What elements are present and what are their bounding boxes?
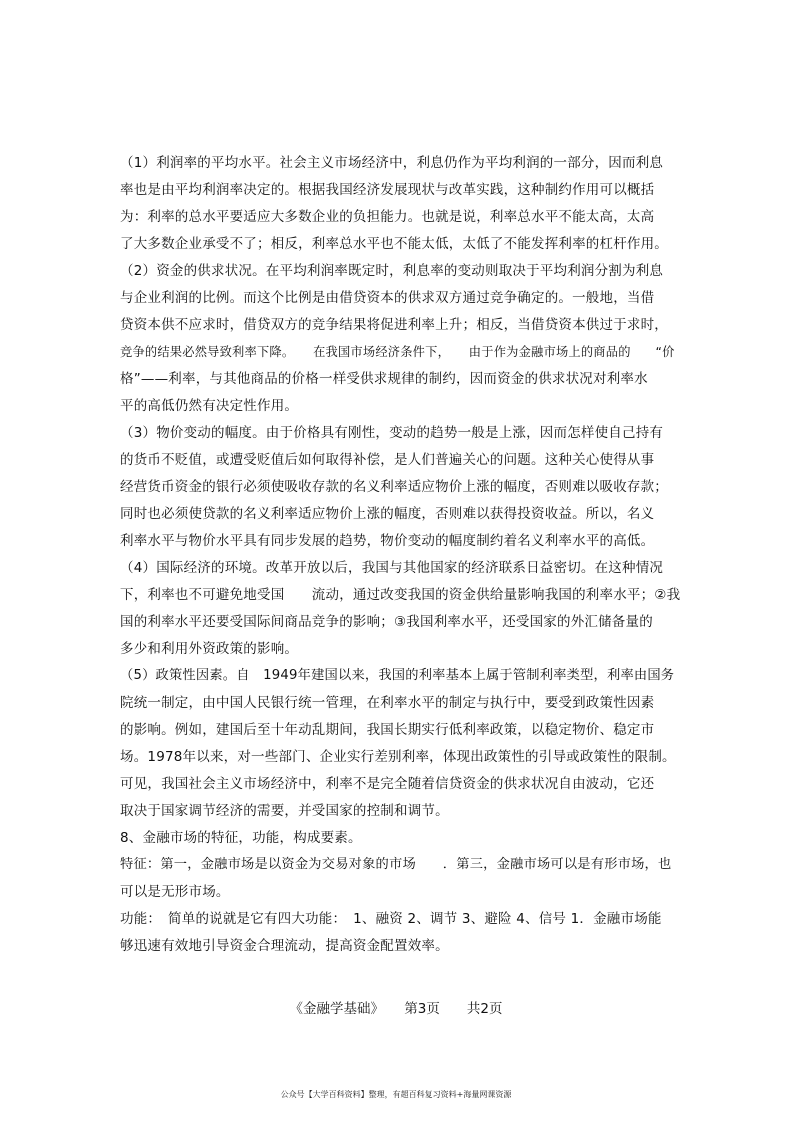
section-heading: 8、金融市场的特征，功能，构成要素。: [120, 830, 362, 846]
text-line: 够迅速有效地引导资金合理流动，提高资金配置效率。: [120, 938, 449, 954]
text-line: 同时也必须使贷款的名义利率适应物价上涨的幅度，否则难以获得投资收益。所以，名义: [120, 506, 655, 522]
text-line: 为：利率的总水平要适应大多数企业的负担能力。也就是说，利率总水平不能太高，太高: [120, 209, 655, 225]
text-line: 可见，我国社会主义市场经济中，利率不是完全随着信贷资金的供求状况自由波动，它还: [120, 776, 655, 792]
text-line: 院统一制定，由中国人民银行统一管理，在利率水平的制定与执行中，要受到政策性因素: [120, 695, 655, 711]
text-line: 了大多数企业承受不了；相反，利率总水平也不能太低，太低了不能发挥利率的杠杆作用。: [120, 236, 668, 252]
text-line: 取决于国家调节经济的需要，并受国家的控制和调节。: [120, 803, 449, 819]
text-line: （5）政策性因素。自 1949年建国以来，我国的利率基本上属于管制利率类型，利率由国务: [120, 668, 675, 683]
text-line: 特征：第一，金融市场是以资金为交易对象的市场 ．第三，金融市场可以是有形市场，也: [120, 857, 672, 872]
text-line: 多少和利用外资政策的影响。: [120, 641, 299, 657]
text-line: 贷资本供不应求时，借贷双方的竞争结果将促进利率上升；相反，当借贷资本供过于求时，: [120, 317, 668, 333]
text-line: 经营货币资金的银行必须使吸收存款的名义利率适应物价上涨的幅度，否则难以吸收存款；: [120, 479, 668, 495]
text-line: 平的高低仍然有决定性作用。: [120, 398, 299, 414]
text-line: 与企业利润的比例。而这个比例是由借贷资本的供求双方通过竞争确定的。一般地，当借: [120, 290, 655, 306]
text-line: 格”——利率，与其他商品的价格一样受供求规律的制约，因而资金的供求状况对利率水: [120, 371, 648, 387]
page-footer: 《金融学基础》 第3页 共2页: [289, 1001, 503, 1017]
text-line: 的货币不贬值，或遭受贬值后如何取得补偿，是人们普遍关心的问题。这种关心使得从事: [120, 452, 655, 468]
text-line: （2）资金的供求状况。在平均利润率既定时，利息率的变动则取决于平均利润分割为利息: [120, 263, 664, 279]
text-line: 下，利率也不可避免地受国 流动，通过改变我国的资金供给量影响我国的利率水平；②我: [120, 587, 681, 603]
text-line: 率也是由平均利润率决定的。根据我国经济发展现状与改革实践，这种制约作用可以概括: [120, 182, 655, 198]
text-line: （3）物价变动的幅度。由于价格具有刚性，变动的趋势一般是上涨，因而怎样使自己持有: [120, 425, 664, 441]
text-line: 的影响。例如，建国后至十年动乱期间，我国长期实行低利率政策，以稳定物价、稳定市: [120, 722, 655, 738]
source-note: 公众号【大学百科资料】整理，有超百科复习资料+海量网课资源: [280, 1090, 512, 1099]
text-line: 场。1978年以来，对一些部门、企业实行差别利率，体现出政策性的引导或政策性的限制。: [120, 749, 676, 765]
text-line: （4）国际经济的环境。改革开放以后，我国与其他国家的经济联系日益密切。在这种情况: [120, 560, 664, 576]
text-line: 竞争的结果必然导致利率下降。 在我国市场经济条件下， 由于作为金融市场上的商品的 “价: [120, 345, 675, 359]
text-line: 可以是无形市场。: [120, 884, 230, 900]
text-line: 国的利率水平还要受国际间商品竞争的影响；③我国利率水平，还受国家的外汇储备量的: [120, 614, 653, 630]
text-line: （1）利润率的平均水平。社会主义市场经济中，利息仍作为平均利润的一部分，因而利息: [120, 155, 664, 171]
text-line: 利率水平与物价水平具有同步发展的趋势，物价变动的幅度制约着名义利率水平的高低。: [120, 533, 655, 549]
text-line: 功能： 简单的说就是它有四大功能： 1、融资 2、调节 3、避险 4、信号 1．金融市场能: [120, 911, 662, 927]
